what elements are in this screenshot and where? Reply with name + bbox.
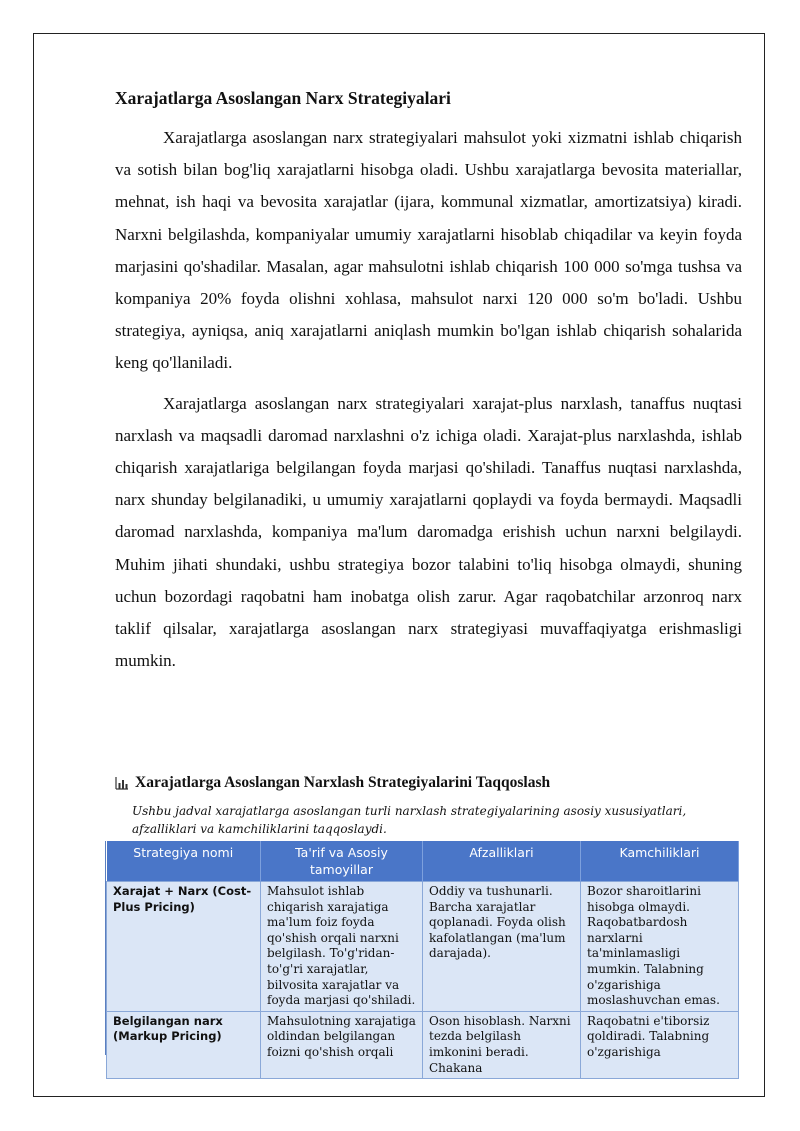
comparison-table	[106, 841, 739, 1079]
disadvantages-cell: Raqobatni e'tiborsiz qoldiradi. Talabning o'zgarishiga	[581, 1011, 739, 1078]
table-row	[107, 882, 739, 1012]
column-header: Strategiya nomi	[107, 841, 261, 882]
table-section	[115, 766, 745, 838]
column-header: Kamchiliklari	[581, 841, 739, 882]
disadvantages-cell: Bozor sharoitlarini hisobga olmaydi. Raqobatbardosh narxlarni ta'minlamasligi mumkin. Talabning o'zgarishiga moslashuvchan emas.	[581, 882, 739, 1012]
table-row	[107, 1011, 739, 1078]
advantages-cell: Oddiy va tushunarli. Barcha xarajatlar qoplanadi. Foyda olish kafolatlangan (ma'lum darajada).	[423, 882, 581, 1012]
table-caption: Ushbu jadval xarajatlarga asoslangan turli narxlash strategiyalarining asosiy xususiyatlari, afzalliklari va kamchiliklarini taqqoslaydi.	[132, 804, 687, 836]
strategy-name-cell: Belgilangan narx (Markup Pricing)	[107, 1011, 261, 1078]
strategy-name-cell: Xarajat + Narx (Cost-Plus Pricing)	[107, 882, 261, 1012]
definition-cell: Mahsulotning xarajatiga oldindan belgilangan foizni qo'shish orqali	[261, 1011, 423, 1078]
bar-chart-icon	[115, 776, 129, 790]
table-header-row	[107, 841, 739, 882]
paragraph: Xarajatlarga asoslangan narx strategiyalari xarajat-plus narxlash, tanaffus nuqtasi narxlash va maqsadli daromad narxlashni o'z ichiga oladi. Xarajat-plus narxlashda, ishlab chiqarish xarajatlariga belgilangan foyda marjasi qo'shiladi. Tanaffus nuqtasi narxlashda, narx shunday belgilanadiki, u umumiy xarajatlarni qoplaydi va foyda bermaydi. Maqsadli daromad narxlashda, kompaniya ma'lum daromadga erishish uchun narxni belgilaydi. Muhim jihati shundaki, ushbu strategiya bozor talabini to'liq hisobga olmaydi, shuning uchun bozordagi raqobatni ham inobatga olish zarur. Agar raqobatchilar arzonroq narx taklif qilsalar, xarajatlarga asoslangan narx strategiyasi muvaffaqiyatga erishmasligi mumkin.	[115, 393, 742, 671]
paragraph: Xarajatlarga asoslangan narx strategiyalari mahsulot yoki xizmatni ishlab chiqarish va sotish bilan bog'liq xarajatlarni hisobga oladi. Ushbu xarajatlarga bevosita materiallar, mehnat, ish haqi va bevosita xarajatlar (ijara, kommunal xizmatlar, amortizatsiya) kiradi. Narxni belgilashda, kompaniyalar umumiy xarajatlarni hisoblab chiqadilar va keyin foyda marjasini qo'shadilar. Masalan, agar mahsulotni ishlab chiqarish 100 000 so'mga tushsa va kompaniya 20% foyda olishni xohlasa, mahsulot narxi 120 000 so'm bo'ladi. Ushbu strategiya, ayniqsa, aniq xarajatlarni aniqlash mumkin bo'lgan ishlab chiqarish sohalarida keng qo'llaniladi.	[115, 128, 742, 373]
table-heading-text: Xarajatlarga Asoslangan Narxlash Strategiyalarini Taqqoslash	[135, 774, 551, 791]
advantages-cell: Oson hisoblash. Narxni tezda belgilash imkonini beradi. Chakana	[423, 1011, 581, 1078]
document-title: Xarajatlarga Asoslangan Narx Strategiyalari	[115, 88, 451, 108]
document-body	[115, 86, 742, 685]
definition-cell: Mahsulot ishlab chiqarish xarajatiga ma'lum foiz foyda qo'shish orqali narxni belgilash. To'g'ridan-to'g'ri xarajatlar, bilvosita xarajatlar va foyda marjasi qo'shiladi.	[261, 882, 423, 1012]
table-heading	[115, 774, 745, 792]
column-header: Afzalliklari	[423, 841, 581, 882]
comparison-table-container	[105, 841, 739, 1075]
column-header: Ta'rif va Asosiy tamoyillar	[261, 841, 423, 882]
